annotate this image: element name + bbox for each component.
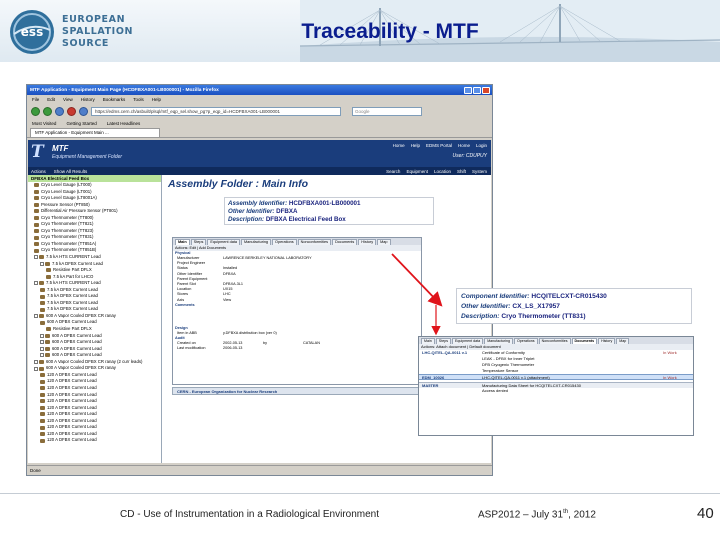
folder-icon: [40, 295, 45, 299]
browser-menubar: [27, 95, 492, 104]
folder-icon: [40, 308, 45, 312]
action-search[interactable]: Search: [386, 168, 401, 174]
action-shift[interactable]: Shift: [456, 168, 466, 174]
field-by: [263, 346, 303, 351]
link-help[interactable]: Help: [410, 143, 420, 148]
folder-icon: [40, 386, 45, 390]
folder-icon: [45, 353, 50, 357]
logo-line-3: SOURCE: [62, 38, 110, 49]
tab-strip: [27, 128, 492, 138]
equipment-tree: [28, 175, 162, 463]
document-id[interactable]: [422, 368, 482, 374]
section-audit: Audit: [175, 335, 185, 340]
tab-main[interactable]: Main: [421, 338, 435, 344]
assembly-other-label: Other Identifier:: [228, 208, 275, 215]
field-label: Other Identifier: [177, 271, 203, 276]
tab-equipment-data[interactable]: Equipment data: [207, 239, 240, 245]
folder-icon: [46, 275, 51, 279]
slide-header: [0, 0, 720, 62]
document-title: Manufacturing Data Sheet for HCQITELCXT-CR015430: [482, 383, 581, 388]
back-icon[interactable]: [31, 107, 40, 116]
field-value: 2006-05-13: [223, 346, 243, 351]
tree-rows: [28, 182, 161, 444]
tree-item-label: 7.5 kA DFBX Current Lead: [47, 299, 98, 305]
expand-toggle-icon[interactable]: [40, 353, 44, 357]
browser-navbar: [27, 104, 492, 119]
folder-icon: [40, 321, 45, 325]
logo-text: [62, 14, 133, 50]
tree-item-label: 120 A DFBX Current Lead: [47, 371, 97, 377]
mtf-header: [28, 140, 491, 167]
field-user: [303, 346, 421, 351]
assembly-detail-page: [172, 237, 422, 385]
tree-item-label: Cryo Thermometer (TT831): [41, 234, 94, 240]
document-id[interactable]: EDM_10026: [422, 375, 445, 380]
logo-mark-text: ess: [20, 25, 44, 39]
document-id[interactable]: [422, 388, 482, 394]
maximize-icon[interactable]: [473, 87, 481, 94]
tab-steps[interactable]: Steps: [436, 338, 451, 344]
tree-item-label: 600 A DFBX Current Lead: [52, 345, 102, 351]
document-row[interactable]: [419, 374, 693, 380]
expand-toggle-icon[interactable]: [34, 367, 38, 371]
menu-tools[interactable]: Tools: [133, 97, 144, 102]
folder-icon: [34, 203, 39, 207]
tree-item-label: Cryo Thermometer (TT851A): [41, 240, 97, 246]
reload-icon[interactable]: [55, 107, 64, 116]
tab-nonconformities[interactable]: Nonconformities: [298, 239, 331, 245]
home-icon[interactable]: [79, 107, 88, 116]
tree-item-label: 120 A DFBX Current Lead: [47, 384, 97, 390]
folder-icon: [45, 340, 50, 344]
document-id[interactable]: MA5TER: [422, 383, 439, 388]
section-design: Design: [175, 325, 188, 330]
menu-file[interactable]: File: [32, 97, 40, 102]
tree-item-label: 7.5 kA DFBX Current Lead: [47, 293, 98, 299]
component-rows: [419, 350, 693, 394]
component-documents-panel: [418, 336, 694, 436]
page-number: 40: [697, 505, 714, 522]
link-home-2[interactable]: Home: [457, 143, 470, 148]
search-input[interactable]: Google: [352, 107, 422, 116]
folder-icon: [46, 327, 51, 331]
tab-manufacturing[interactable]: Manufacturing: [241, 239, 271, 245]
tree-item-label: 7.5 kA HTS CURRENT Lead: [46, 254, 101, 260]
tree-item-label: 600 A DFBX Current Lead: [47, 319, 97, 325]
show-all-results-link[interactable]: Show All Results: [53, 168, 88, 174]
comments-area: [173, 308, 421, 326]
folder-icon: [40, 412, 45, 416]
tree-item-label: Pressure Sensor (PT850): [41, 201, 90, 207]
folder-icon: [34, 216, 39, 220]
component-summary: [456, 288, 692, 324]
field-label: Stores: [177, 292, 188, 297]
document-status: [663, 388, 693, 394]
mtf-logo: T: [31, 142, 44, 162]
tree-item-label: Resistive Part DFLX: [53, 326, 92, 332]
tree-item-label: 600 A Vapor Cooled DFBX CR ranay: [46, 312, 116, 318]
tree-item-label: 120 A DFBX Current Lead: [47, 417, 97, 423]
component-desc-label: Description:: [461, 313, 500, 320]
design-rows: [173, 331, 421, 336]
folder-icon: [45, 347, 50, 351]
component-actions: Actions: Attach document | Default document: [419, 344, 693, 350]
tab-main[interactable]: Main: [175, 239, 190, 245]
field-value: DFBXA: [223, 271, 236, 276]
document-row[interactable]: [419, 388, 693, 394]
folder-icon: [46, 268, 51, 272]
tree-item-label: 600 A DFBX Current Lead: [52, 352, 102, 358]
assembly-id-label: Assembly Identifier:: [228, 200, 288, 207]
tree-item-label: Cryo Level Gauge (LT001): [41, 188, 92, 194]
tab-map[interactable]: Map: [616, 338, 629, 344]
audit-rows: [173, 341, 421, 351]
tree-item-label: 600 A DFBX Current Lead: [52, 332, 102, 338]
physical-rows: [173, 256, 421, 303]
browser-statusbar: Done: [27, 465, 492, 475]
folder-icon: [34, 209, 39, 213]
tab-operations[interactable]: Operations: [514, 338, 538, 344]
logo-line-1: EUROPEAN: [62, 14, 126, 25]
bookmark-getting-started[interactable]: Getting Started: [66, 121, 97, 126]
tree-item-label: 120 A DFBX Current Lead: [47, 391, 97, 397]
mtf-actions-right: [386, 169, 487, 174]
expand-toggle-icon[interactable]: [40, 340, 44, 344]
ess-logo-mark-icon: [8, 8, 56, 56]
folder-icon: [39, 281, 44, 285]
document-status: [663, 368, 693, 374]
assembly-other-value: DFBXA: [276, 208, 298, 215]
tree-item-label: 120 A DFBX Current Lead: [47, 437, 97, 443]
bookmark-most-visited[interactable]: Most Visited: [32, 121, 57, 126]
document-row[interactable]: [419, 368, 693, 374]
assembly-summary: [224, 197, 434, 225]
expand-toggle-icon[interactable]: [34, 255, 38, 259]
field-label: Location: [177, 287, 192, 292]
component-id-value: HCQITELCXT-CR015430: [531, 293, 607, 300]
field-label: Manufacturer: [177, 256, 200, 260]
field-value: y.DFBXA distribution box (ver 0): [223, 330, 277, 335]
folder-icon: [40, 419, 45, 423]
folder-icon: [45, 262, 50, 266]
footer-conference: [478, 509, 596, 520]
component-id-label: Component Identifier:: [461, 293, 530, 300]
main-title: Assembly Folder : Main Info: [168, 178, 309, 190]
tree-item-label: Cryo Thermometer (TT800): [41, 214, 94, 220]
tree-item-label: Cryo Level Gauge (LT8001A): [41, 195, 97, 201]
document-status: In Work: [663, 375, 677, 380]
tab-equipment-data[interactable]: Equipment data: [452, 338, 483, 344]
link-login[interactable]: Login: [475, 143, 487, 148]
folder-icon: [39, 314, 44, 318]
assembly-desc-value: DFBXA Electrical Feed Box: [265, 216, 346, 223]
action-equipment[interactable]: Equipment: [406, 168, 428, 174]
folder-icon: [39, 367, 44, 371]
expand-toggle-icon[interactable]: [40, 334, 44, 338]
folder-icon: [40, 406, 45, 410]
action-system[interactable]: System: [471, 168, 487, 174]
tab-manufacturing[interactable]: Manufacturing: [484, 338, 513, 344]
folder-icon: [34, 249, 39, 253]
document-title: DFB Cryogenic Thermometer: [482, 362, 535, 367]
tree-item-label: 120 A DFBX Current Lead: [47, 411, 97, 417]
audit-row: [173, 346, 421, 351]
menu-bookmarks[interactable]: Bookmarks: [102, 97, 126, 102]
tree-item-label: 7.5 kA DFBX Current Lead: [52, 260, 103, 266]
browser-titlebar: [27, 85, 492, 95]
tab-map[interactable]: Map: [377, 239, 390, 245]
expand-toggle-icon[interactable]: [34, 360, 38, 364]
tab-nonconformities[interactable]: Nonconformities: [539, 338, 571, 344]
folder-icon: [34, 242, 39, 246]
link-home[interactable]: Home: [392, 143, 405, 148]
window-controls: [464, 87, 490, 94]
mtf-name: MTF: [52, 144, 69, 153]
footer-mid-text: ASP2012 – July 31: [478, 509, 564, 521]
field-label: Parent Slot: [177, 281, 196, 286]
tree-item-label: 7.5 kA DFBX Current Lead: [47, 306, 98, 312]
folder-icon: [34, 183, 39, 187]
detail-actions: Actions: Edit | Add Documents: [173, 245, 421, 251]
field-value[interactable]: DFBXA.3L1: [223, 281, 244, 286]
document-title: Access denied: [482, 388, 509, 393]
link-edms-portal[interactable]: EDMS Portal: [425, 143, 452, 148]
field-by: by: [263, 340, 268, 345]
assembly-desc-label: Description:: [228, 216, 265, 223]
component-other-value: CX_LS_X17957: [512, 303, 560, 310]
tree-item-label: 7.5 kA DFBX Current Lead: [47, 286, 98, 292]
field-label: Project Engineer: [177, 261, 206, 266]
folder-icon: [40, 288, 45, 292]
actions-label: Actions: [31, 168, 46, 174]
footer-left: CD - Use of Instrumentation in a Radiological Environment: [120, 509, 380, 520]
field-label: Item in ABB: [177, 330, 197, 335]
field-value: View: [223, 297, 232, 302]
menu-history[interactable]: History: [80, 97, 95, 102]
field-value: LHC: [223, 292, 231, 297]
folder-icon: [34, 229, 39, 233]
browser-tab[interactable]: MTF Application - Equipment Main ...: [30, 128, 160, 137]
expand-toggle-icon[interactable]: [34, 314, 38, 318]
document-id[interactable]: LHC-QITEL-QA-0011 v.1: [422, 350, 468, 355]
tree-item-label: Cryo Thermometer (TT851B): [41, 247, 97, 253]
tree-selected-item[interactable]: DFBXA Electrical Feed Box: [28, 175, 161, 182]
ess-logo: [8, 8, 133, 56]
menu-help[interactable]: Help: [151, 97, 162, 102]
tree-item-label: 120 A DFBX Current Lead: [47, 378, 97, 384]
section-comments: Comments: [175, 302, 195, 307]
tree-item-label: 120 A DFBX Current Lead: [47, 430, 97, 436]
tree-item-label: Cryo Thermometer (TT821): [41, 221, 94, 227]
mtf-top-links: [393, 143, 487, 148]
tree-item-label: 7.5 kA Part for LHCO: [53, 273, 94, 279]
field-label: Status: [177, 266, 188, 271]
tree-item-label: 600 A Vapor Cooled DFBX CR ranay (2 curr leads): [46, 358, 143, 364]
tab-history[interactable]: History: [358, 239, 376, 245]
tab-history[interactable]: History: [598, 338, 615, 344]
detail-tabs: [173, 238, 421, 245]
tree-item-label: Resistive Part DFLX: [53, 267, 92, 273]
action-location[interactable]: Location: [433, 168, 451, 174]
field-value[interactable]: UX15: [223, 287, 233, 292]
expand-toggle-icon[interactable]: [40, 262, 44, 266]
document-status: In Work: [663, 350, 677, 355]
expand-toggle-icon[interactable]: [40, 347, 44, 351]
component-tabs: [419, 337, 693, 344]
logo-line-2: SPALLATION: [62, 26, 134, 37]
tree-item-label: Differential Air Pressure Sensor (PT801): [41, 208, 118, 214]
tab-operations[interactable]: Operations: [272, 239, 297, 245]
footer-divider: [0, 493, 720, 494]
stop-icon[interactable]: [67, 107, 76, 116]
folder-icon: [34, 196, 39, 200]
mtf-subtitle: Equipment Management Folder: [52, 154, 123, 160]
url-bar[interactable]: https://edms.cern.ch/asbuilt/plsql/mtf_eqp_sel.show_pg?p_eqp_id=HCDFBXA001-LB000001: [91, 107, 341, 116]
folder-icon: [40, 432, 45, 436]
minimize-icon[interactable]: [464, 87, 472, 94]
folder-icon: [40, 399, 45, 403]
folder-icon: [40, 393, 45, 397]
browser-title: MTF Application - Equipment Main Page (HCDFBXA001-LB000001) - Mozilla Firefox: [30, 87, 219, 93]
document-title: Temperature Sensor: [482, 368, 519, 373]
tree-item-label: Cryo Thermometer (TT823): [41, 227, 94, 233]
section-physical: Physical: [175, 251, 191, 255]
field-value: 2002-05-13: [223, 340, 243, 345]
field-label: Last modification: [177, 346, 206, 351]
menu-view[interactable]: View: [63, 97, 73, 102]
folder-icon: [34, 223, 39, 227]
cern-footer-bar: CERN - European Organization for Nuclear Research: [172, 387, 422, 395]
tab-documents[interactable]: Documents: [332, 239, 357, 245]
menu-edit[interactable]: Edit: [47, 97, 56, 102]
close-icon[interactable]: [482, 87, 490, 94]
tree-item-label: 120 A DFBX Current Lead: [47, 398, 97, 404]
physical-row: [173, 298, 421, 303]
forward-icon[interactable]: [43, 107, 52, 116]
tree-item-label: 600 A DFBX Current Lead: [52, 339, 102, 345]
design-row: [173, 331, 421, 336]
field-label: Created on: [177, 340, 196, 345]
footer-mid-tail: , 2012: [568, 509, 596, 521]
document-title: LHC-QITEL-QA-0011 v.1 (attachment): [482, 375, 550, 380]
mtf-actions-bar: [28, 167, 491, 175]
field-user: CATALAN: [303, 340, 320, 345]
bookmark-latest-headlines[interactable]: Latest Headlines: [106, 121, 141, 126]
bookmarks-bar: [27, 119, 492, 128]
document-title: Certificate of Conformity: [482, 350, 525, 355]
folder-icon: [39, 255, 44, 259]
tree-item-label: 600 A Vapor Cooled DFBX CR ranay: [46, 365, 116, 371]
folder-icon: [40, 373, 45, 377]
folder-icon: [40, 439, 45, 443]
field-value: Installed: [223, 266, 238, 271]
slide-title: Traceability - MTF: [301, 20, 479, 43]
folder-icon: [40, 301, 45, 305]
field-value: LAWRENCE BERKELEY NATIONAL LABORATORY: [223, 256, 312, 260]
tree-item[interactable]: [28, 437, 161, 444]
folder-icon: [39, 360, 44, 364]
folder-icon: [40, 426, 45, 430]
folder-icon: [40, 380, 45, 384]
tree-item-label: 7.5 kA HTS CURRENT Lead: [46, 280, 101, 286]
tree-item-label: 120 A DFBX Current Lead: [47, 424, 97, 430]
component-desc-value: Cryo Thermometer (TT831): [501, 313, 586, 320]
document-title: LEAK - DFBX for Inner Triplet: [482, 356, 535, 361]
tree-item-label: Cryo Level Gauge (LT000): [41, 182, 92, 187]
assembly-id-value: HCDFBXA001-LB000001: [288, 200, 361, 207]
tab-documents[interactable]: Documents: [572, 338, 598, 344]
component-other-label: Other Identifier:: [461, 303, 511, 310]
tab-steps[interactable]: Steps: [191, 239, 207, 245]
footer-mid-sup: th: [563, 509, 569, 515]
folder-icon: [34, 236, 39, 240]
expand-toggle-icon[interactable]: [34, 281, 38, 285]
field-label: Axis: [177, 297, 185, 302]
mtf-user: User: CDUPUY: [452, 153, 487, 159]
tree-item-label: 120 A DFBX Current Lead: [47, 404, 97, 410]
folder-icon: [45, 334, 50, 338]
field-label: Parent Equipment: [177, 276, 208, 281]
folder-icon: [34, 190, 39, 194]
